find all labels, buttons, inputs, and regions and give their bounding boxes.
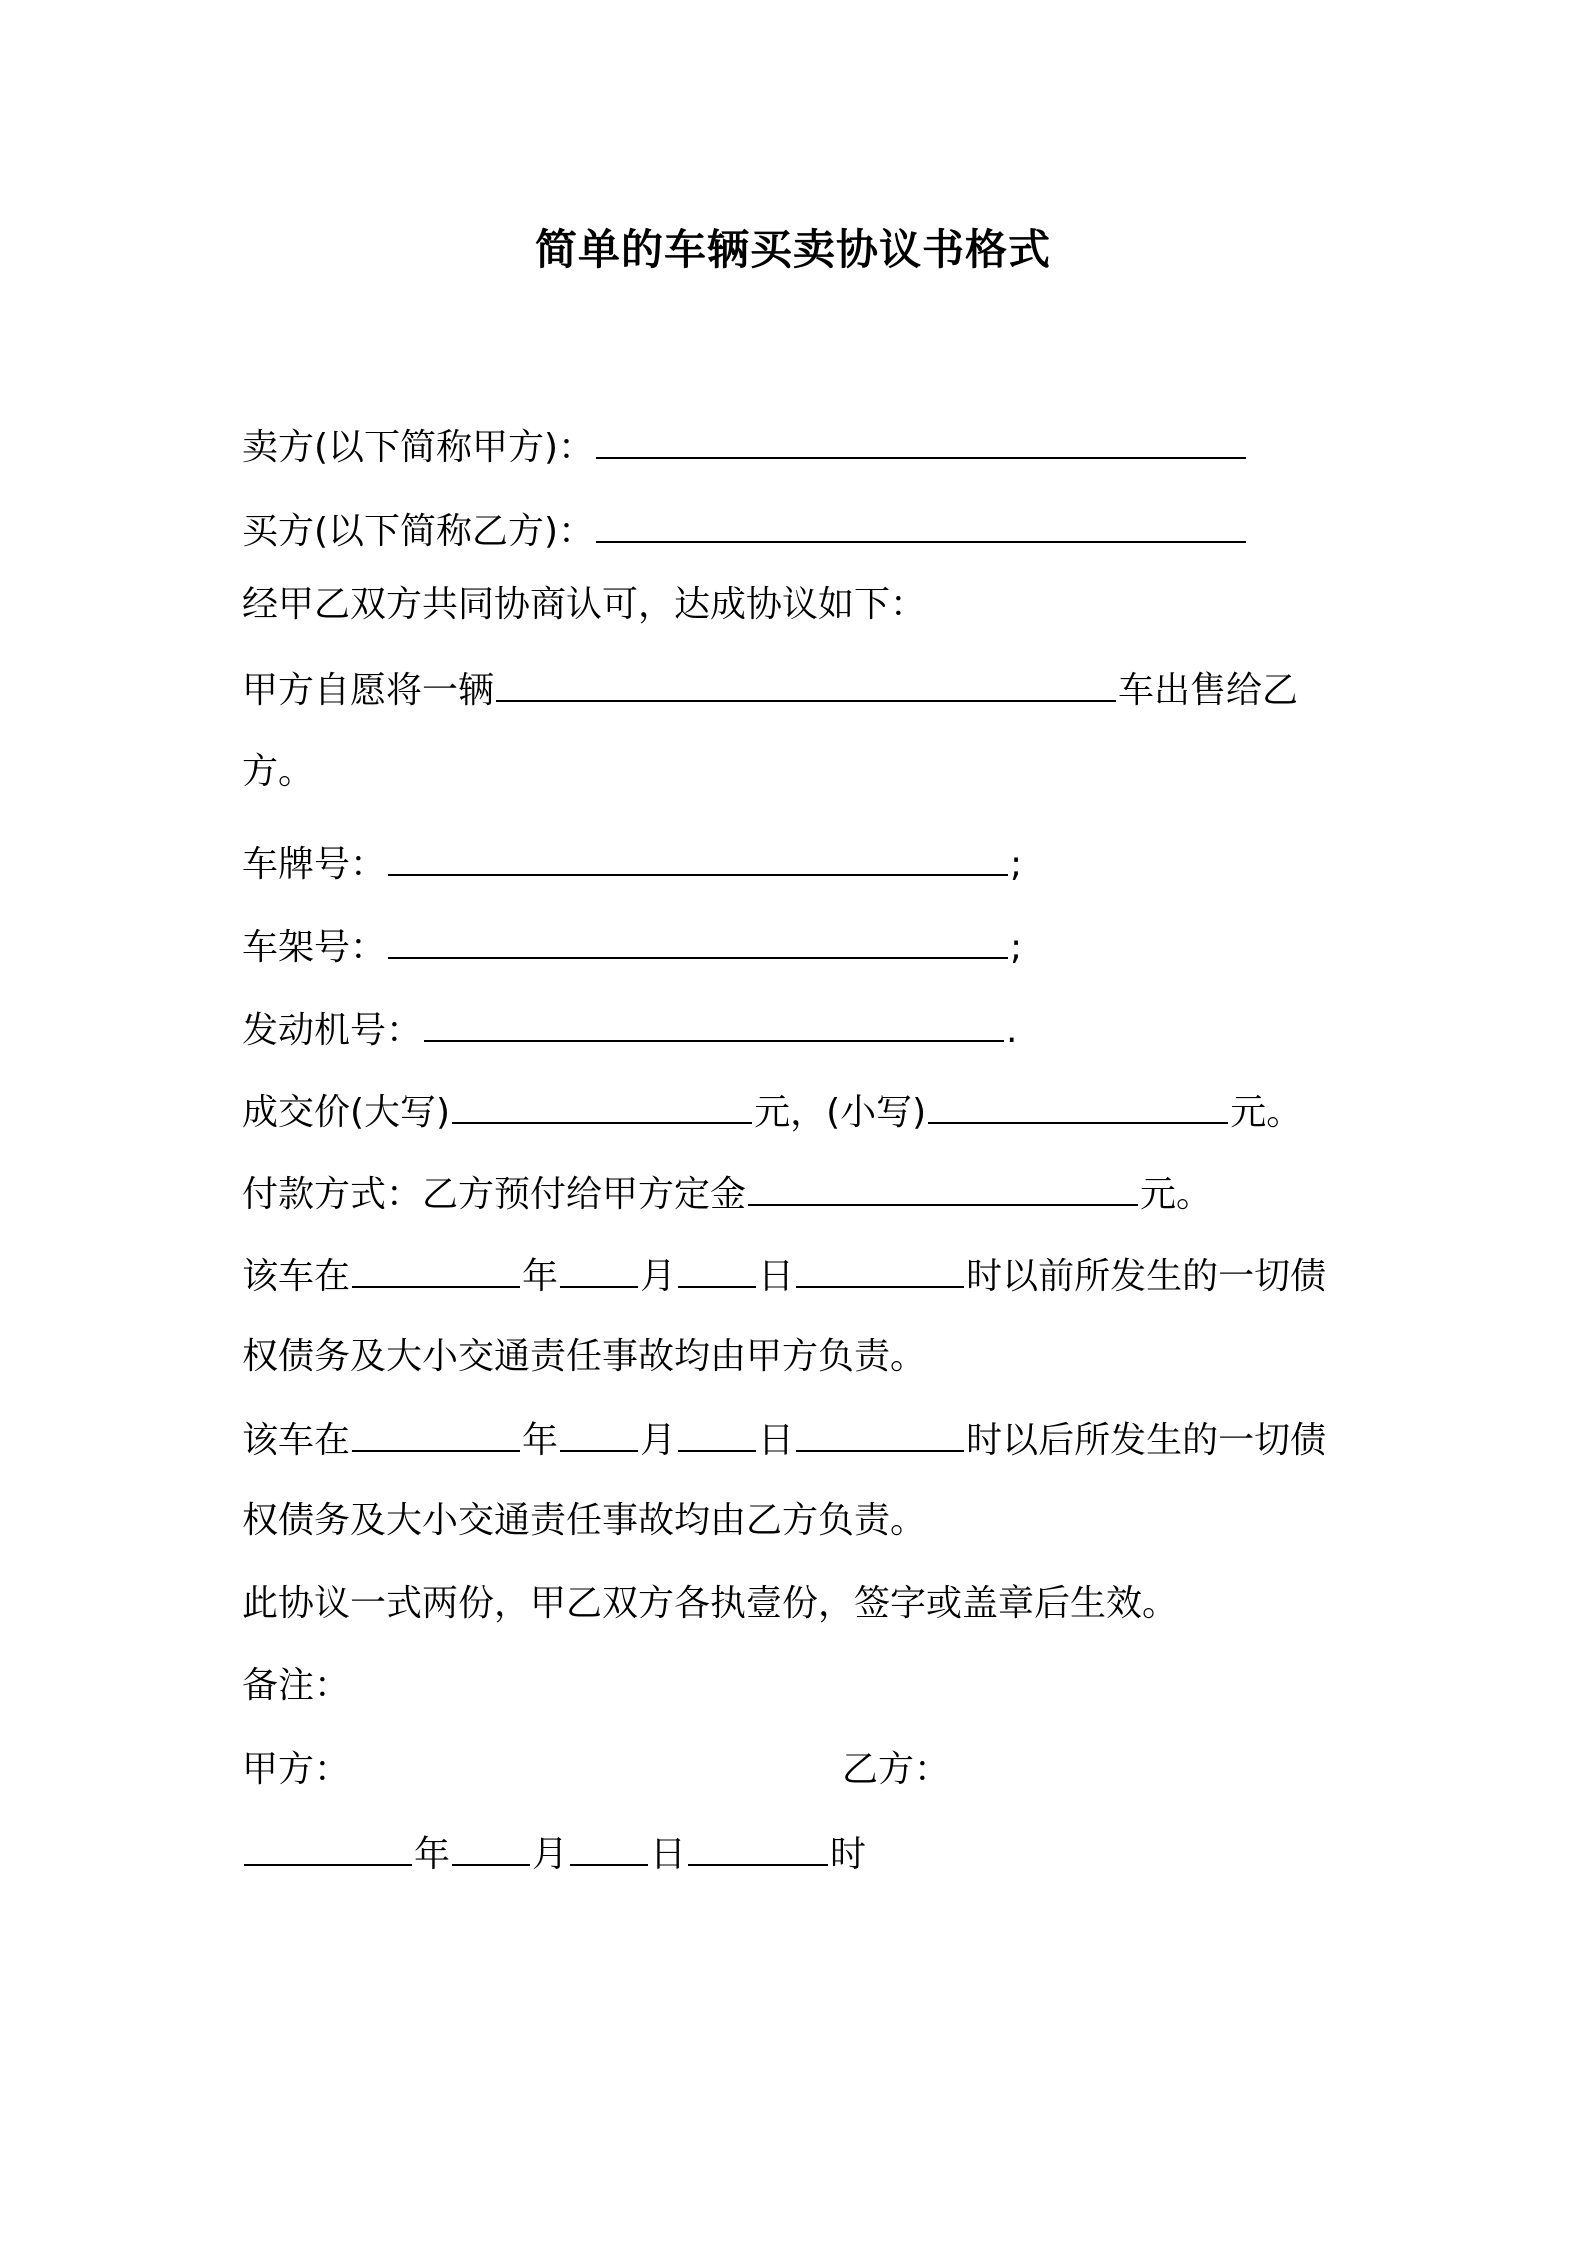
before-hour-blank[interactable] [796, 1250, 964, 1288]
sign-month-blank[interactable] [452, 1828, 530, 1866]
buyer-label: 买方(以下简称乙方)： [242, 511, 595, 552]
engine-line [242, 1004, 1017, 1055]
price-upper-blank[interactable] [452, 1086, 752, 1124]
plate-label: 车牌号： [242, 844, 387, 885]
seller-label: 卖方(以下简称甲方)： [242, 427, 595, 468]
plate-blank[interactable] [388, 838, 1008, 876]
document-title: 简单的车辆买卖协议书格式 [534, 225, 1051, 274]
intro-line: 经甲乙双方共同协商认可，达成协议如下： [242, 584, 927, 625]
signature-line [242, 1746, 1342, 1794]
before-year-blank[interactable] [352, 1250, 520, 1288]
after-hour-blank[interactable] [796, 1414, 964, 1452]
after-prefix: 该车在 [242, 1420, 351, 1461]
seller-blank[interactable] [596, 421, 1246, 459]
payment-label: 付款方式：乙方预付给甲方定金 [242, 1174, 747, 1215]
engine-blank[interactable] [424, 1004, 1004, 1042]
before-wrap-line: 权债务及大小交通责任事故均由甲方负责。 [242, 1336, 927, 1377]
buyer-blank[interactable] [596, 505, 1246, 543]
deposit-blank[interactable] [748, 1168, 1138, 1206]
engine-label: 发动机号： [242, 1010, 423, 1051]
after-year: 年 [522, 1420, 559, 1461]
vehicle-model-blank[interactable] [496, 664, 1116, 702]
plate-end: ; [1010, 844, 1023, 885]
date-line [242, 1828, 866, 1879]
sale-prefix: 甲方自愿将一辆 [242, 670, 495, 711]
before-month: 月 [640, 1256, 677, 1297]
sale-suffix: 车出售给乙 [1118, 670, 1299, 711]
sign-hour: 时 [830, 1834, 867, 1875]
after-suffix: 时以后所发生的一切债 [966, 1420, 1327, 1461]
buyer-line [242, 505, 1248, 556]
sign-hour-blank[interactable] [688, 1828, 828, 1866]
sign-year: 年 [414, 1834, 451, 1875]
engine-end: . [1006, 1010, 1018, 1051]
before-line [242, 1250, 1326, 1301]
sale-wrap-line: 方。 [242, 751, 315, 792]
frame-label: 车架号： [242, 927, 387, 968]
after-day-blank[interactable] [678, 1414, 756, 1452]
sign-day: 日 [650, 1834, 687, 1875]
copies-line: 此协议一式两份，甲乙双方各执壹份，签字或盖章后生效。 [242, 1583, 1179, 1624]
frame-blank[interactable] [388, 921, 1008, 959]
before-prefix: 该车在 [242, 1256, 351, 1297]
before-day: 日 [758, 1256, 795, 1297]
before-suffix: 时以前所发生的一切债 [966, 1256, 1327, 1297]
price-line [242, 1086, 1302, 1137]
party-b-signature-label: 乙方： [842, 1749, 951, 1790]
after-month-blank[interactable] [560, 1414, 638, 1452]
remark-line: 备注： [242, 1665, 351, 1706]
price-lower-blank[interactable] [928, 1086, 1228, 1124]
sign-month: 月 [532, 1834, 569, 1875]
price-upper-label: 成交价(大写) [242, 1092, 451, 1133]
after-line [242, 1414, 1326, 1465]
plate-line [242, 838, 1022, 889]
price-unit1: 元，(小写) [754, 1092, 927, 1133]
before-year: 年 [522, 1256, 559, 1297]
before-day-blank[interactable] [678, 1250, 756, 1288]
frame-line [242, 921, 1022, 972]
after-year-blank[interactable] [352, 1414, 520, 1452]
after-wrap-line: 权债务及大小交通责任事故均由乙方负责。 [242, 1500, 927, 1541]
after-month: 月 [640, 1420, 677, 1461]
frame-end: ; [1010, 927, 1023, 968]
before-month-blank[interactable] [560, 1250, 638, 1288]
payment-line [242, 1168, 1212, 1219]
after-day: 日 [758, 1420, 795, 1461]
payment-unit: 元。 [1140, 1174, 1213, 1215]
sale-line [242, 664, 1298, 715]
sign-year-blank[interactable] [244, 1828, 412, 1866]
sign-day-blank[interactable] [570, 1828, 648, 1866]
seller-line [242, 421, 1248, 472]
price-unit2: 元。 [1230, 1092, 1303, 1133]
party-a-signature-label: 甲方： [242, 1749, 351, 1790]
